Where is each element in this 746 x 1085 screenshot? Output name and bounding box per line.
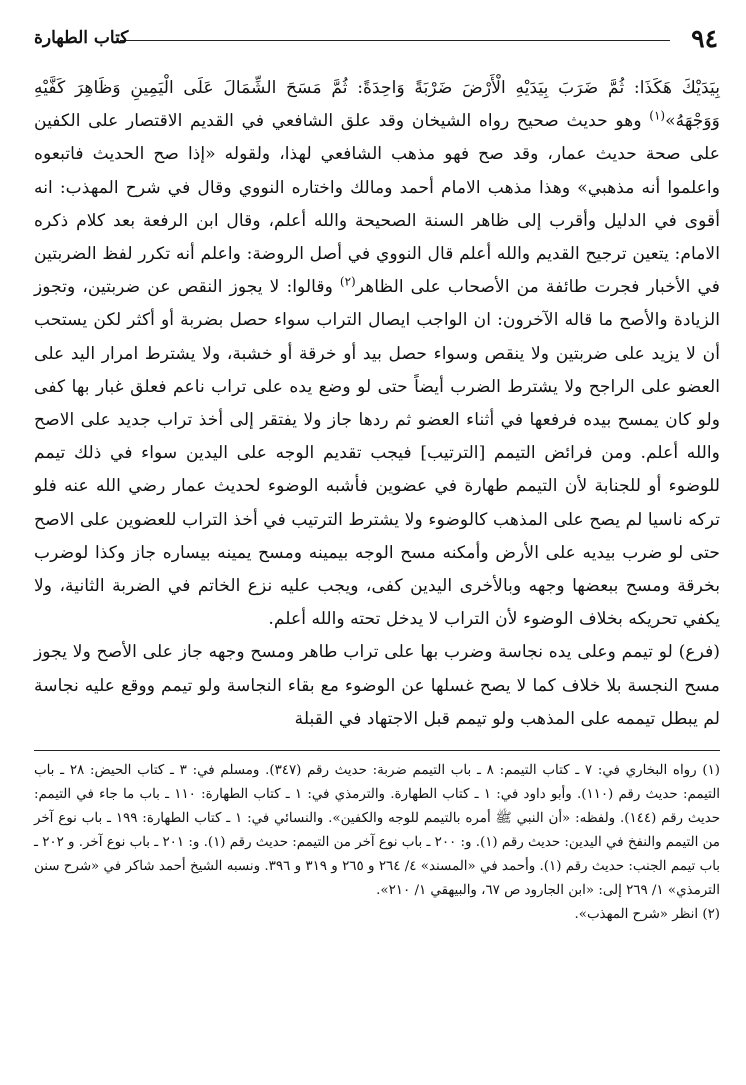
paragraph-1-text-b: وهو حديث صحيح رواه الشيخان وقد علق الشافعي في القديم الاقتصار على الكفين على صحة حديث عمار، وقد صح فهو مذهب الشافعي لهذا، ولقوله «إذا صح الحديث فاتبعوه واعلموا أنه مذهبي» وهذا مذهب الامام أحمد ومالك واختاره النووي وقال في شرح المهذب: انه أقوى في الدليل وأقرب إلى ظاهر السنة الصحيحة والله أعلم، وقال ابن الرفعة بعد كلام ذكره الامام: يتعين ترجيح القديم والله أعلم قال النووي في أصل الروضة: واعلم أنه تكرر لفظ الضربتين في الأخبار فجرت طائفة من الأصحاب على الظاهر — [34, 111, 720, 298]
main-text — [34, 72, 720, 736]
footnote-2: (٢) انظر «شرح المهذب». — [574, 907, 720, 923]
footnote-ref-1: (١) — [649, 108, 666, 123]
paragraph-2-text: لو تيمم وعلى يده نجاسة وضرب بها على تراب طاهر ومسح وجهه جاز على الأصح ولا يجوز مسح النجسة بلا خلاف كما لا يصح غسلها عن الوضوء مع بقاء النجاسة ولو تيمم ووقع عليه نجاسة لم يبطل تيممه على المذهب ولو تيمم قبل الاجتهاد في القبلة — [34, 642, 720, 729]
footnote-1: (١) رواه البخاري في: ٧ ـ كتاب التيمم: ٨ ـ باب التيمم ضربة: حديث رقم (٣٤٧). ومسلم في: ٣ ـ كتاب الحيض: ٢٨ ـ باب التيمم: حديث رقم (١١٠). وأبو داود في: ١ ـ كتاب الطهارة. والترمذي في: ١ ـ كتاب الطهارة: ١١٠ ـ باب ما جاء في التيمم: حديث رقم (١٤٤). ولفظه: «أن النبي ﷺ أمره بالتيمم للوجه والكفين». والنسائي في: ١ ـ كتاب الطهارة: ١٩٩ ـ باب نوع آخر من التيمم والنفخ في اليدين: حديث رقم (١). و: ٢٠٠ ـ باب نوع آخر من التيمم: حديث رقم (١). و: ٢٠١ ـ باب نوع آخر. و ٢٠٢ ـ باب تيمم الجنب: حديث رقم (١). وأحمد في «المسند» ٤/ ٢٦٤ و ٢٦٥ و ٣١٩ و ٣٩٦. ونسبه الشيخ أحمد شاكر في «شرح سنن الترمذي» ١/ ٢٦٩ إلى: «ابن الجارود ص ٦٧، والبيهقي ١/ ٢١٠». — [34, 763, 721, 899]
paragraph-1 — [34, 72, 720, 636]
header-rule — [120, 40, 670, 41]
paragraph-1-text-c: وقالوا: لا يجوز النقص عن ضربتين، وتجوز الزيادة والأصح ما قاله الآخرون: ان الواجب ايصال التراب سواء حصل بضربة أو أكثر لكن يستحب أن لا يزيد على ضربتين ولا ينقص وسواء حصل بيد أو خرقة أو خشبة، ولا يشترط امرار اليد على العضو على الراجح ولا يشترط الضرب أيضاً حتى لو وضع يده على تراب ناعم فعلق غبار بها كفى ولو كان يمسح بيده فرفعها في أثناء العضو ثم ردها جاز ولا يفتقر إلى أخذ تراب جديد على الاصح والله أعلم. ومن فرائض التيمم [الترتيب] فيجب تقديم الوجه على اليدين سواء في ذلك تيمم للوضوء أو للجنابة لأن التيمم طهارة في عضوين فأشبه الوضوء لحديث عمار رضي الله عنه فلو تركه ناسيا لم يصح على المذهب كالوضوء ولا يشترط الترتيب في أخذ التراب للعضوين على الاصح حتى لو ضرب بيديه على الأرض وأمكنه مسح الوجه بيمينه ومسح يمينه بيساره جاز وكذا لوضرب بخرقة ومسح ببعضها وجهه وبالأخرى اليدين كفى، ويجب عليه نزع الخاتم في الضربة الثانية، ولا يكفي تحريكه بخلاف الوضوء لأن التراب لا يدخل تحته والله أعلم. — [34, 277, 720, 630]
running-title: كتاب الطهارة — [34, 28, 129, 48]
fara-label: (فرع) — [678, 642, 720, 663]
footnote-ref-2: (٢) — [339, 274, 356, 289]
hadith-quote: بِيَدَيْكَ هَكَذَا: ثُمَّ ضَرَبَ بِيَدَيْهِ الْأَرْضَ ضَرْبَةً وَاحِدَةً: ثُمَّ مَسَحَ الشِّمَالَ عَلَى الْيَمِينِ وَظَاهِرَ كَفَّيْهِ وَوَجْهَهُ» — [34, 78, 720, 132]
paragraph-2 — [34, 636, 720, 736]
page-header — [34, 18, 720, 58]
page-number: ٩٤ — [691, 24, 718, 53]
book-page — [34, 18, 720, 1058]
footnotes — [34, 759, 720, 927]
footnote-separator — [34, 750, 720, 751]
